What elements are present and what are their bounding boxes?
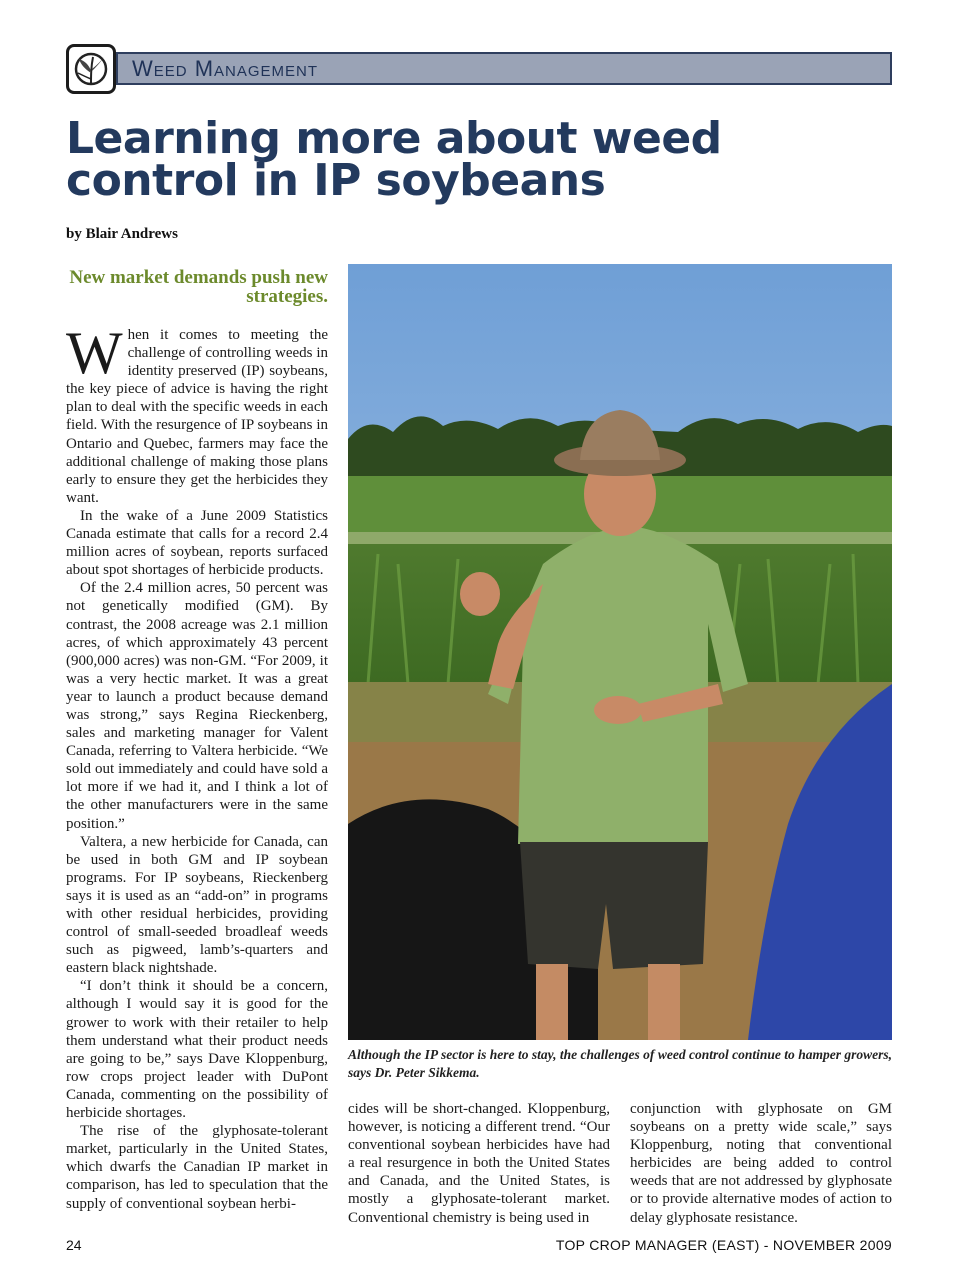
paragraph: The rise of the glyphosate-tolerant market, particularly in the United States, which dwarfs the Canadian IP market in comparison, has led to speculation that the supply of conventional soybean herbi- xyxy=(66,1123,328,1212)
article-column-2 xyxy=(348,1100,610,1227)
drop-cap: W xyxy=(66,320,123,386)
article-column-3 xyxy=(630,1100,892,1227)
plant-seedling-icon xyxy=(66,44,116,94)
paragraph: In the wake of a June 2009 Statistics Canada estimate that calls for a record 2.4 million acres of soybean, reports surfaced about spot shortages of herbicide products. xyxy=(66,507,328,579)
paragraph: conjunction with glyphosate on GM soybeans on a pretty wide scale,” says Kloppenburg, noting that conventional herbicides are being added to control weeds that are not addressed by glyphosate or to provide alternative modes of action to delay glyphosate resistance. xyxy=(630,1101,892,1226)
section-title: Weed Management xyxy=(132,56,319,81)
section-header xyxy=(66,44,892,98)
paragraph-text: hen it comes to meeting the challenge of controlling weeds in identity preserved (IP) soybeans, the key piece of advice is having the right plan to deal with the specific weeds in each field. With the resurgence of IP soybeans in Ontario and Quebec, farmers may face the additional challenge of making those plans early to ensure they get the herbicides they want. xyxy=(66,327,328,506)
article-photo xyxy=(348,264,892,1040)
paragraph: “I don’t think it should be a concern, although I would say it is good for the grower to work with their retailer to help them understand what their product needs are going to be,” says Dave Kloppenburg, row crops project leader with DuPont Canada, commenting on the possibility of herbicide shortages. xyxy=(66,978,328,1122)
paragraph: Valtera, a new herbicide for Canada, can be used in both GM and IP soybean programs. For IP soybeans, Rieckenberg says it is used as an “add-on” in programs with other residual herbicides, providing control of small-seeded broadleaf weeds such as pigweed, lamb’s-quarters and eastern black nightshade. xyxy=(66,833,328,977)
deck-subheadline: New market demands push new strategies. xyxy=(69,267,328,307)
paragraph: Of the 2.4 million acres, 50 percent was not genetically modified (GM). By contrast, the 2008 acreage was 2.1 million acres, of which approximately 43 percent (900,000 acres) was non-GM. “For 2009, it was a very hectic market. It was a great year to launch a product because demand was strong,” says Regina Rieckenberg, sales and marketing manager for Valent Canada, referring to Valtera herbicide. “We sold out immediately and could have sold a lot more if we had it, and I think a lot of the other manufacturers were in the same position.” xyxy=(66,580,328,832)
paragraph: cides will be short-changed. Kloppenburg, however, is noticing a different trend. “Our conventional soybean herbicides have had a real resurgence in both the United States and Canada, and the United States, is mostly a glyphosate-tolerant market. Conventional chemistry is being used in xyxy=(348,1101,610,1226)
photo-caption: Although the IP sector is here to stay, the challenges of weed control continue to hamper growers, says Dr. Peter Sikkema. xyxy=(348,1047,892,1080)
article-column-1 xyxy=(66,320,328,1213)
article-headline: Learning more about weed control in IP soybeans xyxy=(66,113,722,206)
paragraph xyxy=(66,320,328,507)
byline: by Blair Andrews xyxy=(66,226,178,242)
section-band xyxy=(116,52,892,85)
page-number: 24 xyxy=(66,1237,82,1253)
publication-footer: TOP CROP MANAGER (EAST) - NOVEMBER 2009 xyxy=(555,1237,892,1253)
